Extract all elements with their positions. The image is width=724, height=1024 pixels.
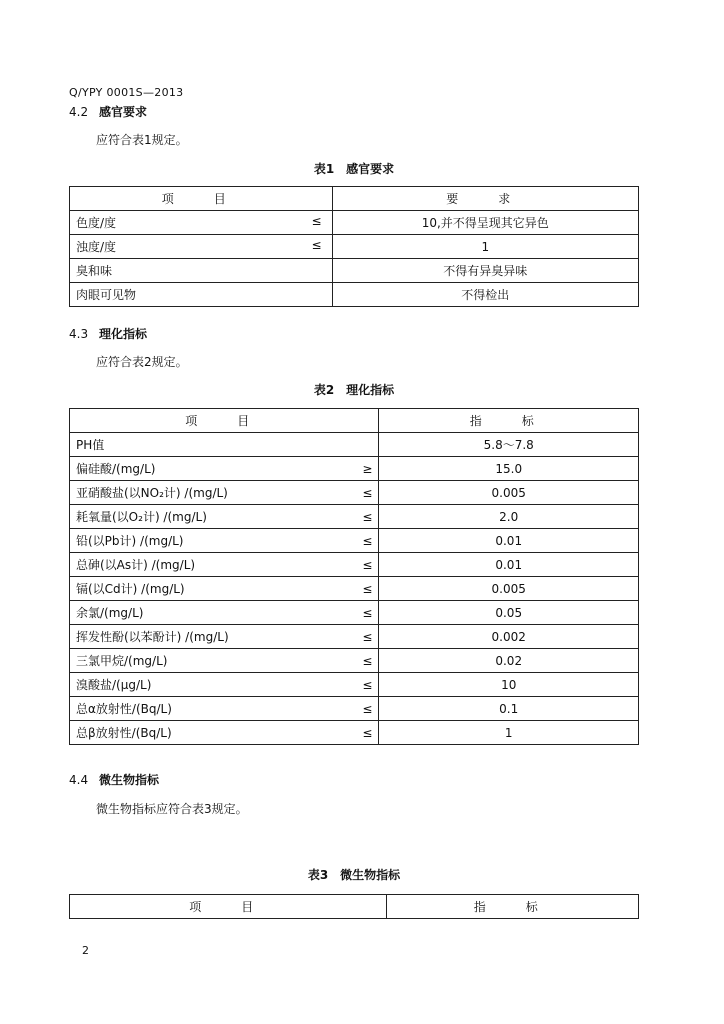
- table-header-row: [70, 187, 639, 211]
- table3-caption: 表3 微生物指标: [307, 868, 401, 882]
- indicator-value: 5.8～7.8: [379, 433, 639, 457]
- header-indicator: 指 标: [379, 409, 639, 433]
- item-name: 亚硝酸盐(以NO₂计) /(mg/L): [70, 481, 310, 505]
- table-row: [70, 649, 639, 673]
- item-cell: [70, 283, 333, 307]
- table-row: [70, 601, 639, 625]
- table-row: [70, 553, 639, 577]
- indicator-value: 0.05: [379, 601, 639, 625]
- header-item: 项 目: [70, 409, 379, 433]
- table-row: [70, 697, 639, 721]
- item-name: 镉(以Cd计) /(mg/L): [70, 577, 310, 601]
- item-name: 臭和味: [76, 264, 113, 278]
- indicator-value: 10: [379, 673, 639, 697]
- operator: ≤: [309, 577, 379, 601]
- item-cell: [70, 259, 333, 283]
- page-number: 2: [82, 944, 89, 957]
- header-requirement: 要 求: [332, 187, 638, 211]
- operator: ≤: [311, 238, 322, 252]
- item-name: 耗氧量(以O₂计) /(mg/L): [70, 505, 310, 529]
- requirement-cell: 不得有异臭异味: [332, 259, 638, 283]
- header-item: 项 目: [70, 187, 333, 211]
- indicator-value: 1: [379, 721, 639, 745]
- requirement-cell: 不得检出: [332, 283, 638, 307]
- table-row: [70, 505, 639, 529]
- table-row: [70, 577, 639, 601]
- operator: ≤: [309, 721, 379, 745]
- document-code: Q/YPY 0001S—2013: [69, 86, 184, 99]
- table-row: [70, 481, 639, 505]
- table-row: [70, 721, 639, 745]
- header-item: 项 目: [70, 895, 387, 919]
- table1-caption: 表1 感官要求: [313, 162, 395, 176]
- operator: ≥: [309, 457, 379, 481]
- item-name: PH值: [70, 433, 310, 457]
- table-row: [70, 529, 639, 553]
- item-name: 三氯甲烷/(mg/L): [70, 649, 310, 673]
- indicator-value: 0.002: [379, 625, 639, 649]
- table-row: [70, 283, 639, 307]
- table-header-row: [70, 409, 639, 433]
- item-name: 溴酸盐/(μg/L): [70, 673, 310, 697]
- item-name: 总α放射性/(Bq/L): [70, 697, 310, 721]
- indicator-value: 15.0: [379, 457, 639, 481]
- item-name: 挥发性酚(以苯酚计) /(mg/L): [70, 625, 310, 649]
- section-number: 4.4: [69, 773, 89, 787]
- item-name: 铅(以Pb计) /(mg/L): [70, 529, 310, 553]
- table-row: [70, 259, 639, 283]
- operator: ≤: [309, 481, 379, 505]
- operator: ≤: [309, 673, 379, 697]
- table3-microbial-indicators: [69, 894, 639, 919]
- section-title: 理化指标: [99, 327, 148, 341]
- table2-physicochemical-indicators: [69, 408, 639, 745]
- operator: ≤: [309, 529, 379, 553]
- section-title: 微生物指标: [99, 773, 160, 787]
- item-name: 浊度/度: [76, 240, 117, 254]
- table2-caption: 表2 理化指标: [313, 383, 395, 397]
- indicator-value: 0.01: [379, 553, 639, 577]
- table-row: [70, 625, 639, 649]
- item-name: 总β放射性/(Bq/L): [70, 721, 310, 745]
- operator: ≤: [309, 625, 379, 649]
- item-name: 肉眼可见物: [76, 288, 137, 302]
- table-row: [70, 673, 639, 697]
- operator: ≤: [309, 649, 379, 673]
- item-name: 偏硅酸/(mg/L): [70, 457, 310, 481]
- operator: ≤: [309, 505, 379, 529]
- table-row: [70, 235, 639, 259]
- indicator-value: 0.005: [379, 577, 639, 601]
- requirement-cell: 1: [332, 235, 638, 259]
- operator: ≤: [309, 601, 379, 625]
- indicator-value: 2.0: [379, 505, 639, 529]
- paragraph-4-3: 应符合表2规定。: [96, 355, 188, 369]
- operator: [309, 433, 379, 457]
- paragraph-4-4: 微生物指标应符合表3规定。: [96, 802, 248, 816]
- indicator-value: 0.005: [379, 481, 639, 505]
- table-row: [70, 211, 639, 235]
- requirement-cell: 10,并不得呈现其它异色: [332, 211, 638, 235]
- indicator-value: 0.1: [379, 697, 639, 721]
- item-name: 余氯/(mg/L): [70, 601, 310, 625]
- item-cell: [70, 211, 333, 235]
- section-title: 感官要求: [99, 105, 148, 119]
- operator: ≤: [311, 214, 322, 228]
- section-4-4-heading: [69, 771, 159, 788]
- section-4-2-heading: [69, 103, 147, 120]
- table1-sensory-requirements: [69, 186, 639, 307]
- header-indicator: 指 标: [387, 895, 639, 919]
- table-row: [70, 457, 639, 481]
- indicator-value: 0.01: [379, 529, 639, 553]
- indicator-value: 0.02: [379, 649, 639, 673]
- operator: ≤: [309, 697, 379, 721]
- item-cell: [70, 235, 333, 259]
- paragraph-4-2: 应符合表1规定。: [96, 133, 188, 147]
- section-number: 4.3: [69, 327, 89, 341]
- operator: ≤: [309, 553, 379, 577]
- section-number: 4.2: [69, 105, 89, 119]
- item-name: 色度/度: [76, 216, 117, 230]
- item-name: 总砷(以As计) /(mg/L): [70, 553, 310, 577]
- table-header-row: [70, 895, 639, 919]
- table-row: [70, 433, 639, 457]
- section-4-3-heading: [69, 325, 147, 342]
